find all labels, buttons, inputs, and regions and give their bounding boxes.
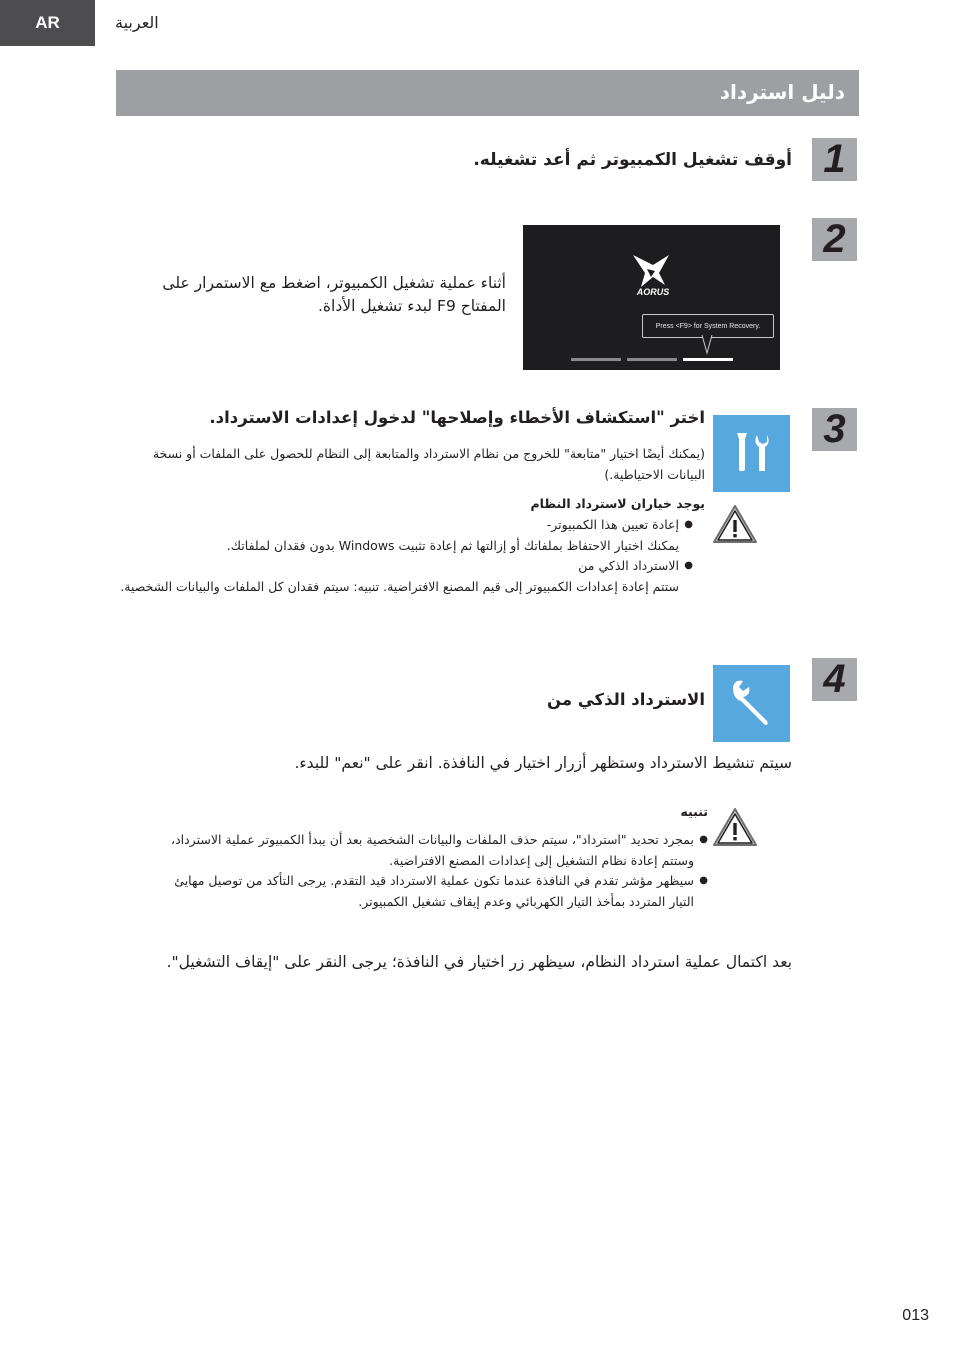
step-number-2: 2 <box>812 218 857 261</box>
list-item: ● سيظهر مؤشر تقدم في النافذة عندما تكون عملية الاسترداد قيد التقدم. يرجى التأكد من توصيل مهايئ <box>118 871 708 892</box>
recovery-tooltip-text: Press <F9> for System Recovery. <box>655 322 761 330</box>
boot-screen-image <box>523 225 780 370</box>
step-number-3: 3 <box>812 408 857 451</box>
step-4-heading: الاسترداد الذكي من <box>547 690 705 709</box>
aorus-brand: AORUS <box>636 287 670 297</box>
page-number: 013 <box>902 1307 929 1324</box>
list-item: ● الاسترداد الذكي من <box>113 556 693 577</box>
list-item-detail: ستتم إعادة إعدادات الكمبيوتر إلى قيم المصنع الافتراضية. تنبيه: سيتم فقدان كل الملفات والبيانات الشخصية. <box>120 578 679 594</box>
list-item-detail: وستتم إعادة نظام التشغيل إلى إعدادات المصنع الافتراضية. <box>389 852 694 868</box>
warning-title: يوجد خياران لاسترداد النظام <box>530 496 705 511</box>
tooltip-pointer-icon <box>701 335 713 355</box>
progress-segment <box>627 358 677 361</box>
tools-icon <box>713 415 790 492</box>
step-4-body: سيتم تنشيط الاسترداد وستظهر أزرار اختيار في النافذة. انقر على "نعم" للبدء. <box>294 754 792 772</box>
list-item-detail: التيار المتردد بمأخذ التيار الكهربائي وعدم إيقاف تشغيل الكمبيوتر. <box>358 893 694 909</box>
step-number-1: 1 <box>812 138 857 181</box>
list-item: ● بمجرد تحديد "استرداد"، سيتم حذف الملفات والبيانات الشخصية بعد أن يبدأ الكمبيوتر عملية الاسترداد، <box>118 830 708 851</box>
warning-icon <box>711 503 759 545</box>
step-1-text: أوقف تشغيل الكمبيوتر ثم أعد تشغيله. <box>473 150 792 170</box>
final-instruction: بعد اكتمال عملية استرداد النظام، سيظهر زر اختيار في النافذة؛ يرجى النقر على "إيقاف التشغيل". <box>166 953 792 971</box>
step-2-text: أثناء عملية تشغيل الكمبيوتر، اضغط مع الاستمرار على المفتاح F9 لبدء تشغيل الأداة. <box>162 274 506 315</box>
progress-segment <box>571 358 621 361</box>
warning-icon <box>711 806 759 848</box>
page-title: دليل استرداد <box>719 80 845 104</box>
list-item: ● إعادة تعيين هذا الكمبيوتر- <box>113 515 693 536</box>
title-bar <box>116 70 859 116</box>
wrench-icon <box>713 665 790 742</box>
list-item-detail: يمكنك اختيار الاحتفاظ بملفاتك أو إزالتها ثم إعادة تثبيت Windows بدون فقدان لملفاتك. <box>226 537 679 553</box>
step-3-heading: اختر "استكشاف الأخطاء وإصلاحها" لدخول إعدادات الاسترداد. <box>209 408 705 427</box>
step-number-4: 4 <box>812 658 857 701</box>
note-title: تنبيه <box>680 804 708 819</box>
language-name: العربية <box>115 13 159 32</box>
warning-list <box>113 515 693 597</box>
language-code: AR <box>35 13 60 32</box>
progress-segment-active <box>683 358 733 361</box>
note-list <box>118 830 708 912</box>
step-3-body: (يمكنك أيضًا اختيار "متابعة" للخروج من نظام الاسترداد والمتابعة إلى النظام للحصول على الملفات أو نسخة البيانات الاحتياطية.) <box>152 446 705 482</box>
language-tab <box>0 0 95 46</box>
